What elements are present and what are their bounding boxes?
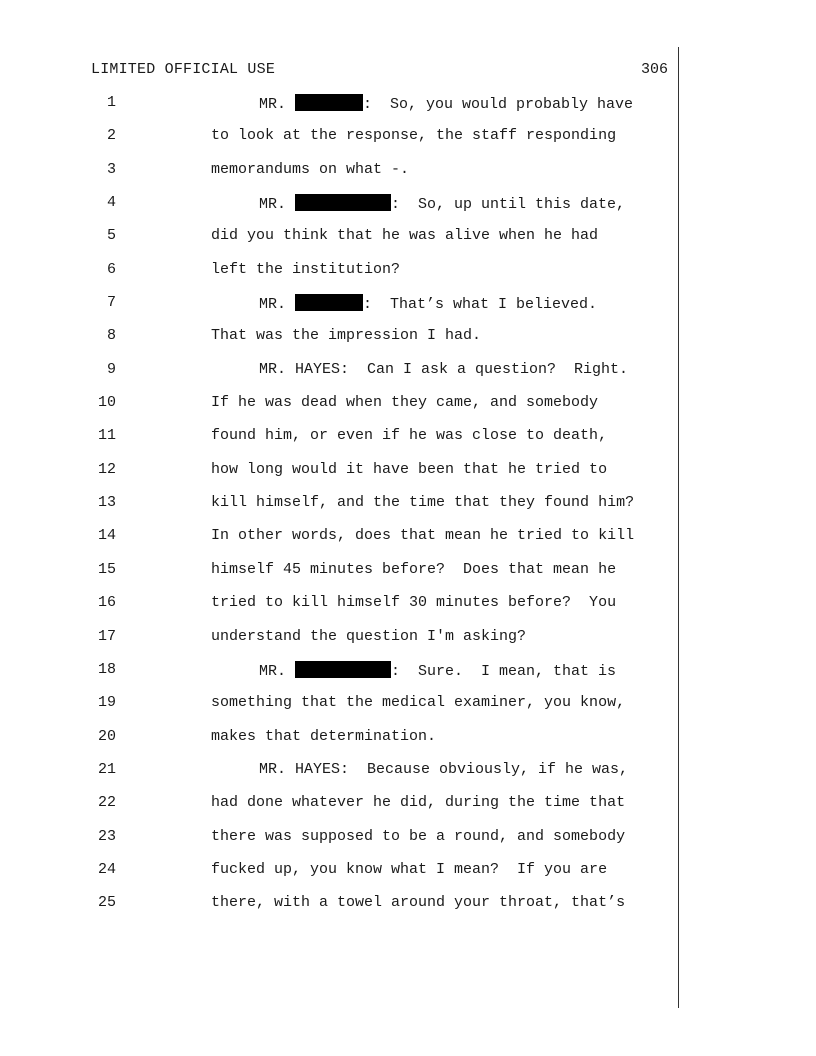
line-text: tried to kill himself 30 minutes before? You xyxy=(211,594,617,612)
redaction-box xyxy=(295,94,363,111)
line-text: did you think that he was alive when he had xyxy=(211,227,599,245)
classification-header: LIMITED OFFICIAL USE xyxy=(91,61,276,78)
transcript-line xyxy=(0,459,678,492)
line-text: himself 45 minutes before? Does that mean he xyxy=(211,560,617,578)
line-number: 23 xyxy=(97,827,116,845)
transcript-line xyxy=(0,492,678,525)
line-text: there was supposed to be a round, and somebody xyxy=(211,827,626,845)
transcript-line xyxy=(0,692,678,725)
transcript-line xyxy=(0,792,678,825)
line-text: kill himself, and the time that they found him? xyxy=(211,494,635,512)
line-text: something that the medical examiner, you know, xyxy=(211,694,626,712)
line-text: how long would it have been that he tried to xyxy=(211,460,608,478)
transcript-line xyxy=(0,125,678,158)
transcript-line xyxy=(0,325,678,358)
line-number: 21 xyxy=(97,760,116,778)
redaction-box xyxy=(295,194,391,211)
line-text xyxy=(259,194,625,213)
line-number: 15 xyxy=(97,560,116,578)
transcript-line xyxy=(0,292,678,325)
line-text: If he was dead when they came, and somebody xyxy=(211,394,599,412)
transcript-line xyxy=(0,525,678,558)
transcript-line xyxy=(0,726,678,759)
transcript-line xyxy=(0,592,678,625)
line-number: 4 xyxy=(106,194,116,212)
line-text: left the institution? xyxy=(211,260,401,278)
line-number: 5 xyxy=(106,227,116,245)
line-number: 12 xyxy=(97,460,116,478)
line-number: 6 xyxy=(106,260,116,278)
speaker-prefix: MR. xyxy=(259,662,296,680)
line-number: 19 xyxy=(97,694,116,712)
transcript-line xyxy=(0,359,678,392)
line-text: to look at the response, the staff responding xyxy=(211,127,617,145)
page-number: 306 xyxy=(640,61,668,78)
line-number: 14 xyxy=(97,527,116,545)
redaction-box xyxy=(295,294,363,311)
transcript-line xyxy=(0,159,678,192)
line-text: had done whatever he did, during the time that xyxy=(211,794,626,812)
transcript-line xyxy=(0,92,678,125)
line-number: 18 xyxy=(97,660,116,678)
line-number: 11 xyxy=(97,427,116,445)
transcript-line xyxy=(0,826,678,859)
speaker-prefix: MR. xyxy=(259,296,296,314)
line-number: 7 xyxy=(106,294,116,312)
line-number: 13 xyxy=(97,494,116,512)
transcript-line xyxy=(0,425,678,458)
line-text: That was the impression I had. xyxy=(211,327,482,345)
right-margin-rule xyxy=(678,47,679,1008)
line-number: 20 xyxy=(97,727,116,745)
line-text: memorandums on what -. xyxy=(211,160,410,178)
line-number: 24 xyxy=(97,860,116,878)
line-text: MR. HAYES: Because obviously, if he was, xyxy=(259,760,629,778)
line-text: MR. HAYES: Can I ask a question? Right. xyxy=(259,360,629,378)
transcript-line xyxy=(0,225,678,258)
line-text: there, with a towel around your throat, that’s xyxy=(211,894,626,912)
line-number: 22 xyxy=(97,794,116,812)
spoken-text: : So, you would probably have xyxy=(363,96,634,113)
line-number: 17 xyxy=(97,627,116,645)
transcript-line xyxy=(0,759,678,792)
spoken-text: : That’s what I believed. xyxy=(363,296,598,314)
line-text: found him, or even if he was close to death, xyxy=(211,427,608,445)
line-text: makes that determination. xyxy=(211,727,437,745)
redaction-box xyxy=(295,661,391,678)
transcript-line xyxy=(0,659,678,692)
speaker-prefix: MR. xyxy=(259,196,296,214)
transcript-line xyxy=(0,892,678,925)
transcript-line xyxy=(0,559,678,592)
line-text: In other words, does that mean he tried to kill xyxy=(211,527,635,545)
line-number: 2 xyxy=(106,127,116,145)
transcript-lines xyxy=(0,92,678,926)
line-number: 8 xyxy=(106,327,116,345)
line-text xyxy=(259,294,597,313)
spoken-text: : So, up until this date, xyxy=(391,196,626,214)
line-number: 25 xyxy=(97,894,116,912)
line-number: 9 xyxy=(106,360,116,378)
spoken-text: : Sure. I mean, that is xyxy=(391,662,617,680)
transcript-line xyxy=(0,259,678,292)
line-number: 10 xyxy=(97,394,116,412)
line-text: fucked up, you know what I mean? If you are xyxy=(211,860,608,878)
line-number: 3 xyxy=(106,160,116,178)
line-number: 16 xyxy=(97,594,116,612)
speaker-prefix: MR. xyxy=(259,96,296,113)
line-text xyxy=(259,94,633,113)
line-text xyxy=(259,661,616,680)
transcript-line xyxy=(0,626,678,659)
line-number: 1 xyxy=(106,94,116,111)
line-text: understand the question I'm asking? xyxy=(211,627,527,645)
transcript-line xyxy=(0,192,678,225)
transcript-line xyxy=(0,392,678,425)
transcript-line xyxy=(0,859,678,892)
